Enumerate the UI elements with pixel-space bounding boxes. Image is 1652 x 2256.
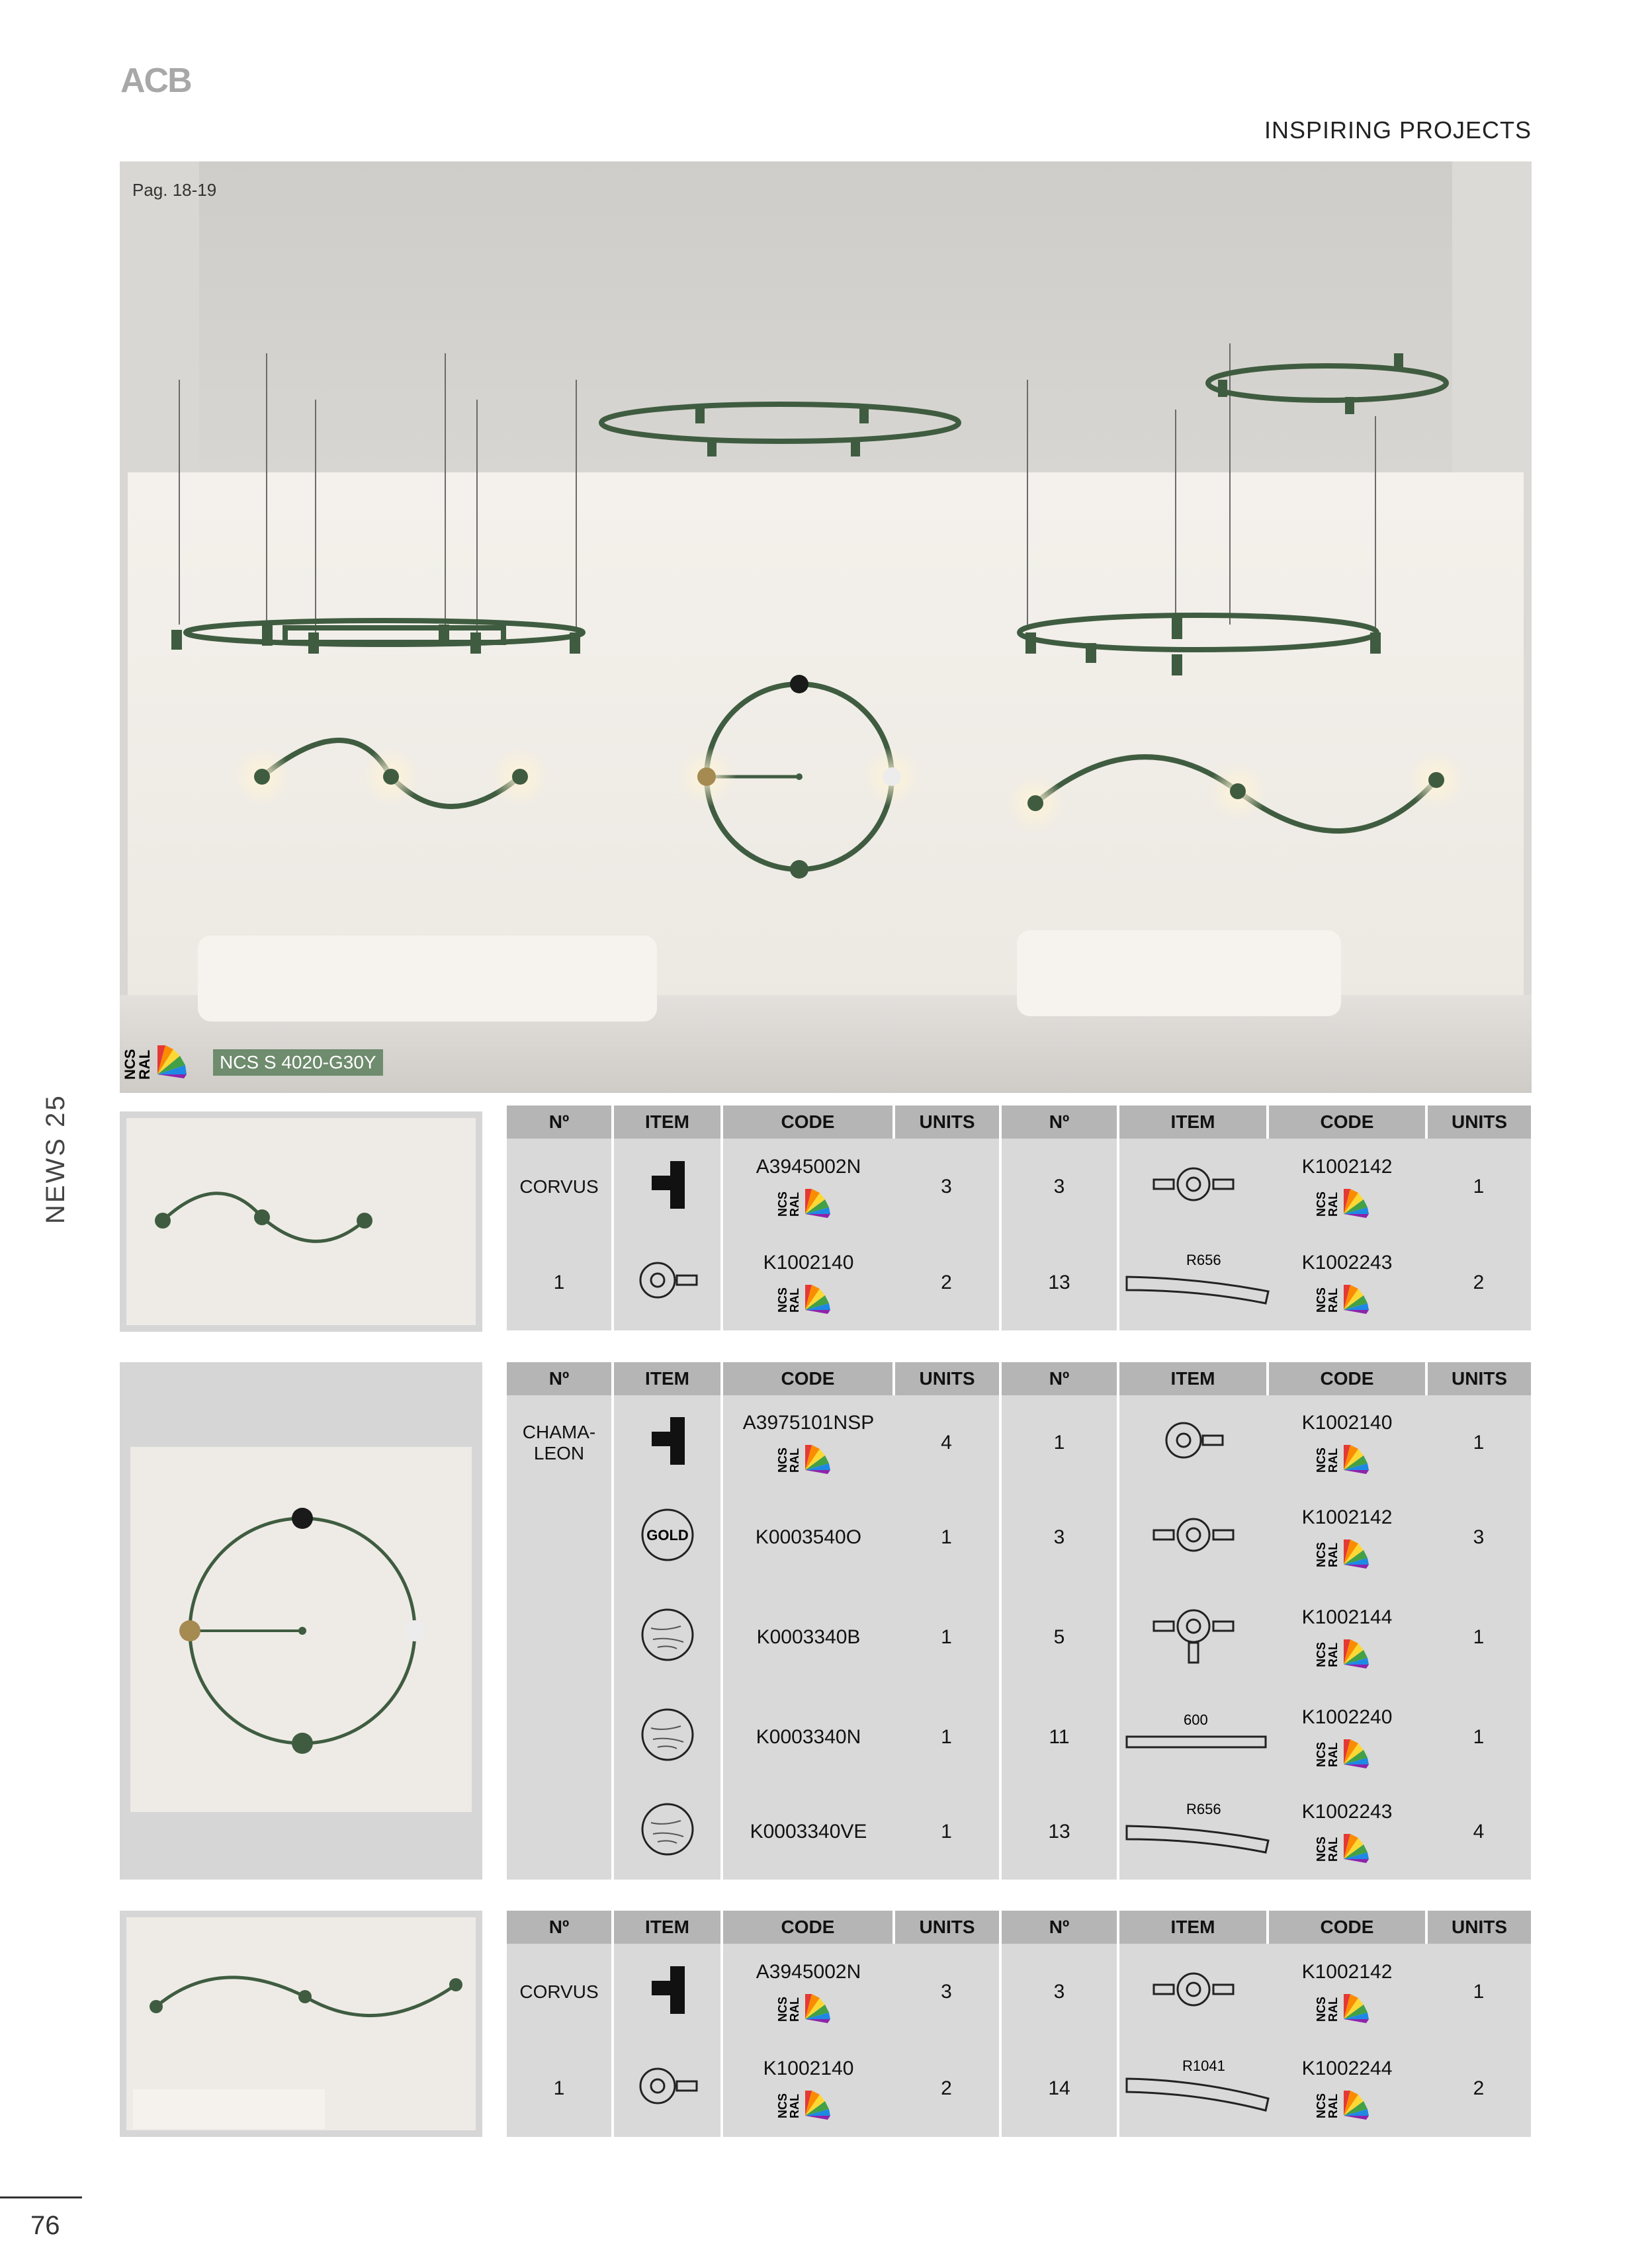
product-thumbnail-corvus-2 — [120, 1911, 482, 2137]
col-header-number: Nº — [1000, 1911, 1118, 1944]
wall-bracket-icon — [628, 1960, 707, 2019]
col-header-item: ITEM — [613, 1106, 722, 1139]
ncs-ral-icon — [1317, 1986, 1377, 2023]
col-header-code: CODE — [1268, 1911, 1426, 1944]
product-thumbnail-chameleon — [120, 1362, 482, 1880]
curved-track-icon — [1120, 2056, 1272, 2116]
page-reference: Pag. 18-19 — [132, 180, 217, 200]
product-thumbnail-corvus — [120, 1111, 482, 1332]
units-value: 2 — [1473, 1271, 1485, 1293]
table-header-row — [507, 1362, 1531, 1395]
col-header-number: Nº — [507, 1911, 613, 1944]
units-value: 1 — [1473, 1725, 1485, 1748]
end-cap-connector-icon — [628, 2056, 707, 2116]
product-code: K1002243 — [1301, 1801, 1393, 1823]
col-header-item: ITEM — [613, 1362, 722, 1395]
ncs-ral-icon — [1317, 1826, 1377, 1863]
col-header-units: UNITS — [1426, 1911, 1531, 1944]
end-cap-connector-icon — [628, 1250, 707, 1310]
col-header-number: Nº — [1000, 1362, 1118, 1395]
ncs-ral-badge — [122, 1039, 198, 1084]
item-number: 5 — [1000, 1585, 1118, 1690]
units-value: 1 — [1473, 1175, 1485, 1197]
t-connector-icon — [1141, 1602, 1246, 1668]
units-value: 1 — [1473, 1981, 1485, 2003]
spec-table-corvus-2 — [507, 1911, 1531, 2137]
svg-text:RAL: RAL — [1326, 1642, 1340, 1667]
col-header-item: ITEM — [1118, 1911, 1268, 1944]
item-number: 3 — [1000, 1139, 1118, 1235]
table-row — [507, 2040, 1531, 2137]
table-row — [507, 1585, 1531, 1690]
ncs-ral-icon — [776, 1277, 838, 1314]
curved-track-icon — [1120, 1800, 1272, 1859]
svg-text:RAL: RAL — [788, 1287, 801, 1313]
ncs-ral-icon — [776, 1986, 838, 2023]
item-number: 14 — [1000, 2040, 1118, 2137]
col-header-number: Nº — [1000, 1106, 1118, 1139]
table-row — [507, 1235, 1531, 1330]
units-value: 1 — [1473, 1626, 1485, 1648]
product-code: K1002142 — [1301, 1506, 1393, 1529]
product-code: K1002243 — [1301, 1251, 1393, 1274]
series-name: CORVUS — [507, 1944, 613, 2040]
svg-text:RAL: RAL — [1326, 2094, 1340, 2118]
table-row — [507, 1944, 1531, 2040]
spec-table-chameleon — [507, 1362, 1531, 1880]
item-number: 11 — [1000, 1690, 1118, 1785]
svg-text:NCS: NCS — [776, 1191, 789, 1217]
hero-render-image — [120, 161, 1532, 1093]
col-header-number: Nº — [507, 1106, 613, 1139]
ncs-ral-icon — [1317, 1532, 1377, 1569]
item-number: 1 — [1000, 1395, 1118, 1491]
straight-track-icon — [1120, 1705, 1272, 1764]
ncs-ral-icon — [1317, 1277, 1377, 1314]
units-value: 3 — [1473, 1526, 1485, 1549]
gold-finish-icon — [628, 1505, 707, 1565]
spec-table-corvus-1 — [507, 1106, 1531, 1330]
table-header-row — [507, 1106, 1531, 1139]
marble-finish-icon — [628, 1705, 707, 1764]
marble-finish-icon — [628, 1800, 707, 1859]
color-code-tag: NCS S 4020-G30Y — [213, 1049, 383, 1076]
ncs-ral-icon — [1317, 1181, 1377, 1218]
series-name: CORVUS — [507, 1139, 613, 1235]
col-header-number: Nº — [507, 1362, 613, 1395]
svg-text:R656: R656 — [1186, 1251, 1221, 1268]
col-header-units: UNITS — [1426, 1106, 1531, 1139]
product-code: K1002142 — [1301, 1961, 1393, 1983]
ncs-ral-icon — [776, 1437, 838, 1474]
marble-finish-icon — [628, 1605, 707, 1665]
item-number: 13 — [1000, 1784, 1118, 1880]
svg-text:NCS: NCS — [1315, 1837, 1328, 1862]
col-header-code: CODE — [722, 1106, 894, 1139]
item-number: 3 — [1000, 1944, 1118, 2040]
table-row — [507, 1395, 1531, 1491]
col-header-code: CODE — [722, 1362, 894, 1395]
units-value: 1 — [894, 1491, 1000, 1586]
svg-text:NCS: NCS — [1315, 2093, 1328, 2118]
svg-text:600: 600 — [1184, 1711, 1208, 1728]
straight-connector-icon — [1141, 1154, 1246, 1214]
units-value: 1 — [1473, 1431, 1485, 1453]
svg-text:NCS: NCS — [776, 2093, 789, 2118]
svg-text:NCS: NCS — [1315, 1641, 1328, 1667]
svg-text:NCS: NCS — [1315, 1191, 1328, 1217]
col-header-code: CODE — [722, 1911, 894, 1944]
page-number: 76 — [30, 2211, 60, 2240]
svg-text:NCS: NCS — [1315, 1447, 1328, 1473]
product-code: K1002140 — [763, 1251, 854, 1274]
units-value: 4 — [894, 1395, 1000, 1491]
col-header-item: ITEM — [1118, 1106, 1268, 1139]
units-value: 4 — [1473, 1821, 1485, 1843]
product-code: K0003340B — [756, 1626, 861, 1648]
curved-track-icon — [1120, 1250, 1272, 1310]
wall-bracket-icon — [628, 1154, 707, 1214]
units-value: 3 — [894, 1944, 1000, 2040]
product-code: K1002244 — [1301, 2058, 1393, 2079]
product-code: K1002140 — [763, 2058, 854, 2079]
units-value: 2 — [894, 2040, 1000, 2137]
svg-text:RAL: RAL — [788, 2094, 801, 2118]
svg-text:RAL: RAL — [788, 1997, 801, 2022]
table-row — [507, 1690, 1531, 1785]
product-code: K1002140 — [1301, 1411, 1393, 1434]
svg-text:NCS: NCS — [1315, 1741, 1328, 1767]
svg-text:RAL: RAL — [1326, 1287, 1340, 1313]
product-code: K0003340VE — [750, 1821, 867, 1843]
svg-text:RAL: RAL — [788, 1192, 801, 1217]
units-value: 1 — [894, 1585, 1000, 1690]
item-number: 3 — [1000, 1491, 1118, 1586]
product-code: K0003340N — [756, 1725, 861, 1748]
svg-text:R1041: R1041 — [1182, 2058, 1225, 2074]
svg-text:RAL: RAL — [1326, 1543, 1340, 1568]
ncs-ral-icon — [776, 2083, 838, 2120]
svg-text:RAL: RAL — [788, 1448, 801, 1473]
col-header-units: UNITS — [894, 1106, 1000, 1139]
edition-label: NEWS 25 — [41, 1094, 70, 1224]
table-row — [507, 1491, 1531, 1586]
ncs-ral-icon — [1317, 1731, 1377, 1768]
units-value: 1 — [894, 1784, 1000, 1880]
svg-text:RAL: RAL — [1326, 1192, 1340, 1217]
section-title: INSPIRING PROJECTS — [1264, 116, 1532, 144]
product-code: A3945002N — [756, 1155, 861, 1178]
svg-text:R656: R656 — [1186, 1801, 1221, 1818]
svg-text:RAL: RAL — [1326, 1997, 1340, 2022]
col-header-code: CODE — [1268, 1362, 1426, 1395]
svg-text:GOLD: GOLD — [646, 1527, 689, 1544]
straight-connector-icon — [1141, 1960, 1246, 2019]
col-header-units: UNITS — [894, 1362, 1000, 1395]
product-code: A3975101NSP — [742, 1411, 875, 1434]
svg-text:NCS: NCS — [1315, 1996, 1328, 2022]
svg-text:NCS: NCS — [776, 1287, 789, 1313]
product-code: K1002142 — [1301, 1155, 1393, 1178]
units-value: 3 — [894, 1139, 1000, 1235]
ncs-ral-icon — [1317, 1437, 1377, 1474]
ncs-ral-icon — [776, 1181, 838, 1218]
col-header-item: ITEM — [1118, 1362, 1268, 1395]
col-header-item: ITEM — [613, 1911, 722, 1944]
product-code: A3945002N — [756, 1961, 861, 1983]
svg-text:NCS: NCS — [1315, 1287, 1328, 1313]
straight-connector-icon — [1141, 1505, 1246, 1565]
page-rule — [0, 2196, 82, 2198]
ncs-ral-icon — [1317, 2083, 1377, 2120]
units-value: 1 — [894, 1690, 1000, 1785]
svg-text:RAL: RAL — [136, 1049, 153, 1080]
svg-text:NCS: NCS — [776, 1996, 789, 2022]
col-header-code: CODE — [1268, 1106, 1426, 1139]
units-value: 2 — [1473, 2077, 1485, 2099]
svg-text:NCS: NCS — [1315, 1542, 1328, 1568]
table-header-row — [507, 1911, 1531, 1944]
end-cap-connector-icon — [1154, 1410, 1233, 1470]
wall-bracket-icon — [628, 1410, 707, 1470]
col-header-units: UNITS — [894, 1911, 1000, 1944]
table-row — [507, 1784, 1531, 1880]
item-number: 1 — [507, 2040, 613, 2137]
product-code: K0003540O — [755, 1526, 862, 1549]
brand-logo: ACB — [120, 62, 191, 100]
svg-text:NCS: NCS — [776, 1447, 789, 1473]
product-code: K1002240 — [1301, 1706, 1393, 1728]
svg-text:RAL: RAL — [1326, 1448, 1340, 1473]
item-number: 13 — [1000, 1235, 1118, 1330]
col-header-units: UNITS — [1426, 1362, 1531, 1395]
ncs-ral-icon — [1317, 1631, 1377, 1669]
item-number: 1 — [507, 1235, 613, 1330]
product-code: K1002144 — [1301, 1606, 1393, 1628]
units-value: 2 — [894, 1235, 1000, 1330]
svg-text:RAL: RAL — [1326, 1742, 1340, 1767]
series-name: CHAMA- LEON — [507, 1395, 613, 1880]
svg-text:NCS: NCS — [122, 1049, 138, 1080]
table-row — [507, 1139, 1531, 1235]
svg-text:RAL: RAL — [1326, 1837, 1340, 1862]
